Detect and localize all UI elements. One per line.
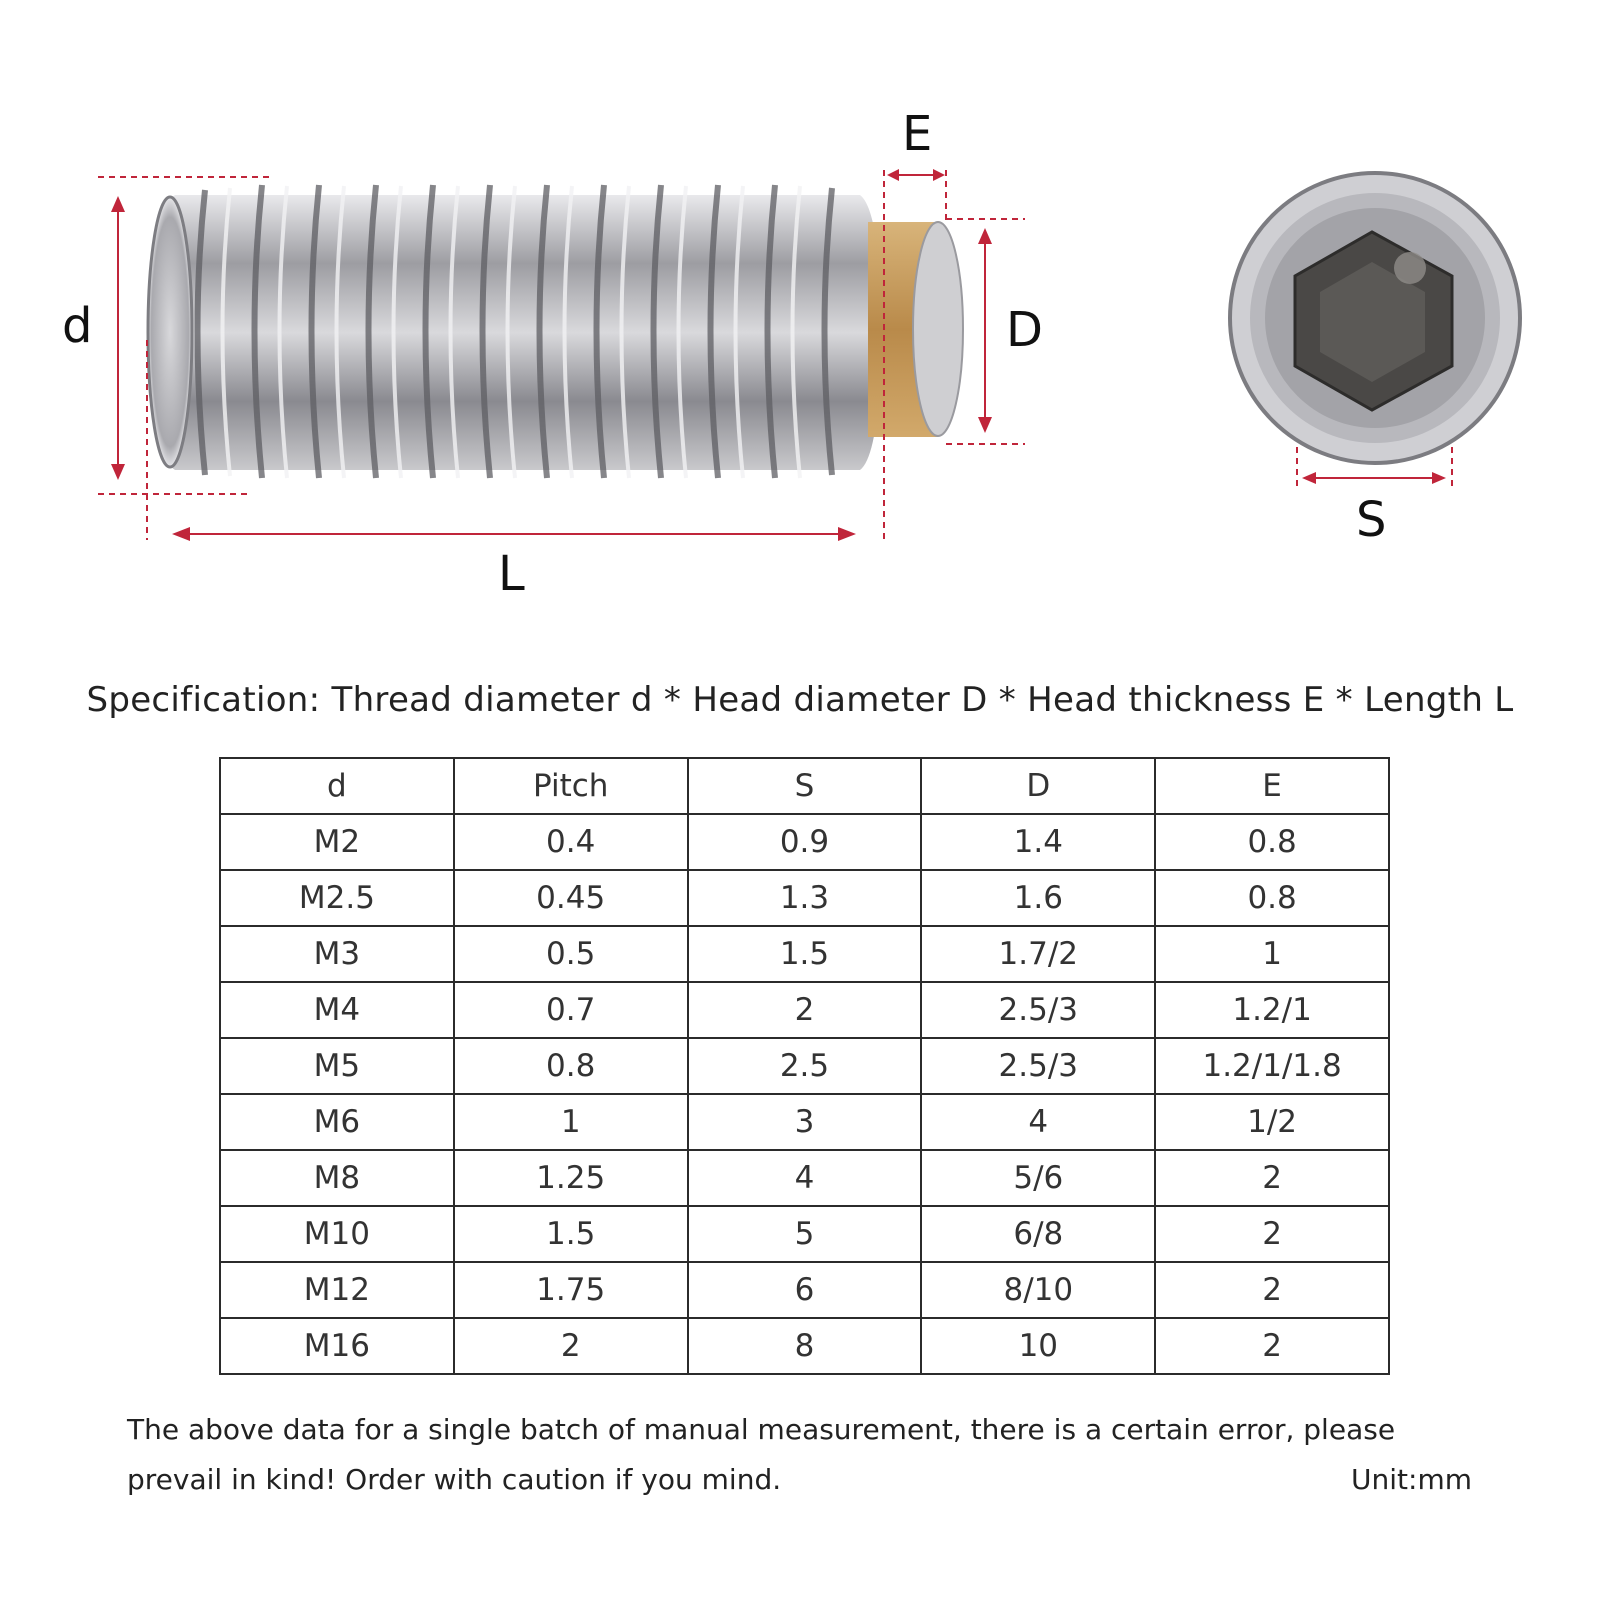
- table-cell: 2: [688, 982, 922, 1038]
- table-cell: M10: [220, 1206, 454, 1262]
- table-cell: 0.8: [1155, 870, 1389, 926]
- table-cell: 1.4: [921, 814, 1155, 870]
- header-D: D: [921, 758, 1155, 814]
- table-cell: 10: [921, 1318, 1155, 1374]
- table-cell: 1.3: [688, 870, 922, 926]
- table-cell: 0.45: [454, 870, 688, 926]
- table-cell: 2.5/3: [921, 1038, 1155, 1094]
- table-row: [220, 982, 1389, 1038]
- measurement-disclaimer: The above data for a single batch of manual measurement, there is a certain error, please prevail in kind! Order with caution if you mind.: [127, 1413, 1396, 1496]
- table-cell: 1.75: [454, 1262, 688, 1318]
- table-cell: M12: [220, 1262, 454, 1318]
- header-d: d: [220, 758, 454, 814]
- unit-label: Unit:mm: [1351, 1463, 1472, 1496]
- table-cell: 5/6: [921, 1150, 1155, 1206]
- table-cell: M2: [220, 814, 454, 870]
- table-cell: 0.8: [454, 1038, 688, 1094]
- header-s: S: [688, 758, 922, 814]
- table-row: [220, 870, 1389, 926]
- table-row: [220, 1094, 1389, 1150]
- table-row: [220, 1262, 1389, 1318]
- table-body: [220, 814, 1389, 1374]
- table-row: [220, 1318, 1389, 1374]
- table-cell: 1.6: [921, 870, 1155, 926]
- header-e: E: [1155, 758, 1389, 814]
- label-head-thickness-E: E: [902, 106, 933, 162]
- product-diagram: [0, 0, 1600, 620]
- table-header-row: [220, 758, 1389, 814]
- table-cell: 0.5: [454, 926, 688, 982]
- table-cell: 0.7: [454, 982, 688, 1038]
- table-cell: 0.4: [454, 814, 688, 870]
- table-cell: 0.8: [1155, 814, 1389, 870]
- table-row: [220, 1150, 1389, 1206]
- brass-tip: [868, 222, 963, 437]
- table-cell: 2: [454, 1318, 688, 1374]
- table-cell: 0.9: [688, 814, 922, 870]
- table-cell: M5: [220, 1038, 454, 1094]
- table-cell: 2: [1155, 1318, 1389, 1374]
- specification-table: [219, 757, 1390, 1375]
- table-cell: 2: [1155, 1206, 1389, 1262]
- table-row: [220, 1038, 1389, 1094]
- table-cell: M2.5: [220, 870, 454, 926]
- label-head-diameter-D: D: [1006, 302, 1043, 358]
- table-cell: 2.5/3: [921, 982, 1155, 1038]
- table-cell: 1.25: [454, 1150, 688, 1206]
- table-cell: M3: [220, 926, 454, 982]
- table-cell: 1.2/1/1.8: [1155, 1038, 1389, 1094]
- table-cell: 1.7/2: [921, 926, 1155, 982]
- table-cell: M4: [220, 982, 454, 1038]
- table-cell: 1: [1155, 926, 1389, 982]
- table-cell: 2.5: [688, 1038, 922, 1094]
- hex-socket-end-view: [1230, 173, 1520, 463]
- table-cell: 1/2: [1155, 1094, 1389, 1150]
- table-cell: 6/8: [921, 1206, 1155, 1262]
- table-cell: M8: [220, 1150, 454, 1206]
- specification-title: Specification: Thread diameter d * Head diameter D * Head thickness E * Length L: [86, 680, 1514, 720]
- header-pitch: Pitch: [454, 758, 688, 814]
- thread-body: [148, 185, 882, 478]
- table-cell: 3: [688, 1094, 922, 1150]
- table-cell: 6: [688, 1262, 922, 1318]
- table-cell: 1.5: [688, 926, 922, 982]
- table-cell: 1.5: [454, 1206, 688, 1262]
- table-cell: 5: [688, 1206, 922, 1262]
- table-cell: 8/10: [921, 1262, 1155, 1318]
- table-cell: 8: [688, 1318, 922, 1374]
- table-cell: 2: [1155, 1262, 1389, 1318]
- table-row: [220, 1206, 1389, 1262]
- label-length-L: L: [498, 546, 525, 602]
- table-cell: 4: [688, 1150, 922, 1206]
- label-thread-diameter-d: d: [62, 298, 93, 354]
- table-cell: M6: [220, 1094, 454, 1150]
- table-cell: 1: [454, 1094, 688, 1150]
- table-row: [220, 926, 1389, 982]
- table-cell: 4: [921, 1094, 1155, 1150]
- table-cell: 1.2/1: [1155, 982, 1389, 1038]
- table-cell: M16: [220, 1318, 454, 1374]
- label-socket-size-S: S: [1356, 492, 1387, 548]
- table-cell: 2: [1155, 1150, 1389, 1206]
- table-row: [220, 814, 1389, 870]
